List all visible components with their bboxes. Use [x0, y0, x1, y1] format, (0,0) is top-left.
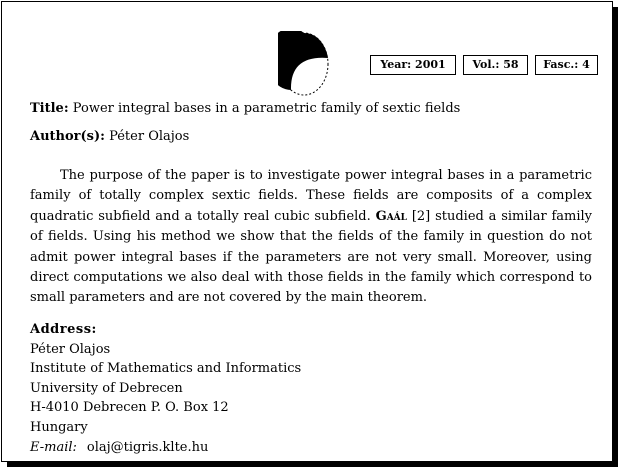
address-line-institute: Institute of Mathematics and Informatics	[30, 361, 302, 377]
address-block	[30, 320, 301, 457]
journal-crescent-logo-icon	[278, 31, 330, 97]
citation-author: Gaál	[375, 208, 407, 224]
title-label: Title:	[30, 101, 69, 116]
abstract-text-part2: studied a similar family of fields. Using his method we show that the fields of the family in question do not admit power integral bases if the parameters are not very small. Moreover, using direct computations we also deal with those fields in the family which correspond to small parameters and are not covered by the main theorem.	[30, 208, 593, 306]
address-line-postal: H-4010 Debrecen P. O. Box 12	[30, 400, 229, 416]
year-badge: Year: 2001	[370, 55, 456, 75]
email-label: E-mail:	[30, 439, 77, 455]
paper-title: Power integral bases in a parametric family of sextic fields	[72, 101, 461, 116]
address-line-name: Péter Olajos	[30, 341, 111, 357]
page-shadow-right	[613, 7, 618, 467]
volume-badge: Vol.: 58	[463, 55, 528, 75]
email-line	[30, 438, 301, 458]
fascicle-badge: Fasc.: 4	[535, 55, 598, 75]
citation-ref: [2]	[411, 208, 431, 224]
page-shadow-bottom	[7, 462, 618, 467]
authors-label: Author(s):	[30, 129, 105, 144]
abstract-text-part1: The purpose of the paper is to investigate power integral bases in a parametric family of totally complex sextic fields. These fields are composits of a complex quadratic subfield and a totally real cubic subfield.	[30, 168, 592, 224]
paper-authors-line	[30, 129, 189, 144]
email-address[interactable]: olaj@tigris.klte.hu	[86, 439, 209, 455]
paper-authors: Péter Olajos	[109, 129, 190, 144]
abstract-paragraph	[30, 166, 592, 309]
document-page	[1, 1, 613, 462]
address-line-university: University of Debrecen	[30, 380, 183, 396]
address-heading: Address:	[30, 322, 97, 337]
address-line-country: Hungary	[30, 419, 88, 435]
paper-title-line	[30, 101, 460, 116]
